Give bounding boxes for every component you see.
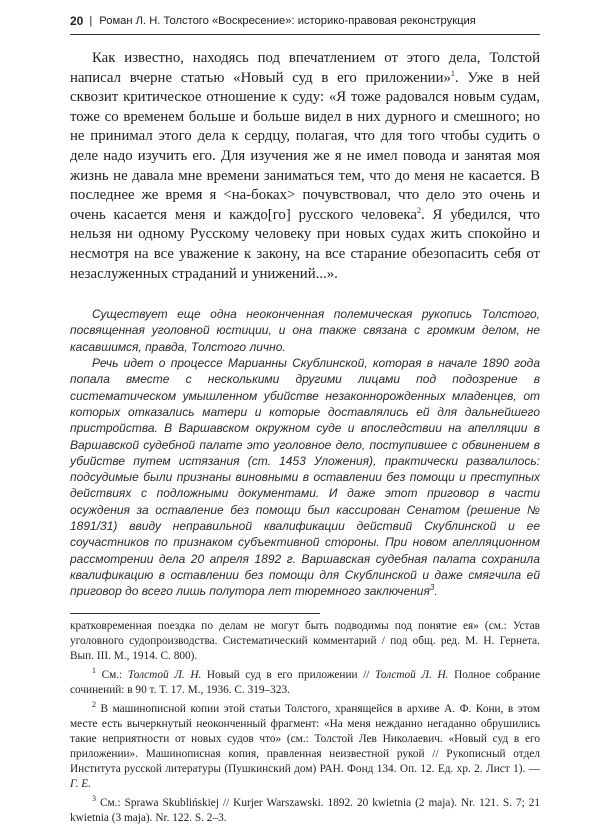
paragraph-text-3: . Я убедился, что нельзя ни одному Русскому человеку при новых судах жить спокойно и несмотря на все уважение к закону, на все старание обезопасить себя от незаслуженных страданий и унижений...». [70, 206, 540, 282]
footnote-ref-2: 2 [416, 205, 421, 215]
footnote-ref-1: 1 [450, 68, 455, 78]
footnote-mark-3: 3 [92, 794, 96, 804]
commentary-inset [70, 306, 540, 599]
footnote-1-tail: Полное собрание сочинений: в 90 т. Т. 17. М., 1936. С. 319–323. [70, 669, 540, 697]
footnote-1-mid: Новый суд в его приложении // [201, 669, 376, 682]
inset-paragraph-2-text: Речь идет о процессе Марианны Скублинской, которая в начале 1890 года попала вместе с несколькими другими лицами под подозрение в систематическом умышленном убийстве незаконнорожденных младенцев, от которых отказались матери и которые доставлялись ей для дальнейшего пристройства. В Варшавском окружном суде и впоследствии на апелляции в Варшавской судебной палате это уголовное дело, поступившее с обвинением в убийстве путем истязания (ст. 1453 Уложения), практически развалилось: подсудимые были признаны виновными в оставлении без помощи и преступных действиях с подложными документами. И даже этот приговор в части осуждения за оставление без помощи был кассирован Сенатом (решение № 1891/31) ввиду неправильной квалификации действий Скублинской и ее соучастников по признаком субъективной стороны. При новом апелляционном рассмотрении дела 20 апреля 1892 г. Варшавская судебная палата сохранила квалификацию в оставлении без помощи для Скублинской и даже смягчила ей приговор до всего лишь полутора лет тюремного заключения [70, 356, 540, 599]
paragraph-text-1: Как известно, находясь под впечатлением от этого дела, Толстой написал вчерне статью «Новый суд в его приложении» [70, 50, 540, 86]
header-separator: | [89, 15, 93, 27]
running-head [70, 14, 540, 35]
footnotes [70, 613, 540, 826]
footnote-1-lead: См.: [96, 669, 128, 682]
book-title: Роман Л. Н. Толстого «Воскресение»: историко-правовая реконструкция [99, 15, 476, 27]
book-page [70, 14, 540, 830]
footnote-3 [70, 796, 540, 826]
footnote-1 [70, 668, 540, 698]
page-number: 20 [70, 14, 84, 28]
footnote-continuation: кратковременная поездка по делам не могут быть подводимы под понятие ея» (см.: Устав уголовного судопроизводства. Систематический комментарий / под общ. ред. М. Н. Гернета. Вып. III. М., 1914. С. 800). [70, 620, 540, 663]
footnote-2-text: В машинописной копии этой статьи Толстого, хранящейся в архиве А. Ф. Кони, в этом месте есть вычеркнутый неоконченный фрагмент: «На меня нежданно негаданно обрушились такие неприятности от новых судов что» (см.: Толстой Лев Николаевич. «Новый суд в его приложении». Машинописная копия, правленная неизвестной рукой // Рукописный отдел Института русской литературы (Пушкинский дом) РАН. Фонд 134. Оп. 12. Ед. хр. 2. Лист 1). — [70, 703, 540, 776]
inset-paragraph-2 [70, 355, 540, 599]
footnote-2-editor: Г. Е. [70, 778, 91, 791]
inset-paragraph-2-end: . [434, 584, 438, 599]
footnote-1-author-2: Толстой Л. Н. [375, 669, 449, 682]
footnote-2 [70, 702, 540, 792]
footnote-1-author: Толстой Л. Н. [127, 669, 202, 682]
inset-paragraph-1: Существует еще одна неоконченная полемическая рукопись Толстого, посвященная уголовной юстиции, и она также связана с громким делом, не касавшимся, правда, Толстого лично. [70, 307, 540, 354]
footnote-mark-2: 2 [92, 700, 96, 710]
main-paragraph [70, 49, 540, 284]
footnote-mark-1: 1 [92, 666, 96, 676]
paragraph-text-2: . Уже в ней сквозит критическое отношение к суду: «Я тоже радовался новым судам, тоже со временем больше и больше видел в них дурного и смешного; но не принимал этого дела к сердцу, полагая, что для того чтобы судить о деле надо изучить его. Для изучения же я не имел повода и занятая моя жизнь не давала мне времени заниматься тем, что до меня не касается. В последнее же время я <на-боках> почувствовал, что дело это очень и очень касается меня и каждо[го] русского человека [70, 69, 540, 223]
footnote-ref-3: 3 [429, 583, 435, 593]
main-text [70, 49, 540, 284]
footnote-3-text: См.: Sprawa Skublińskiej // Kurjer Warszawski. 1892. 20 kwietnia (2 maja). Nr. 121. S. 7; 21 kwietnia (3 maja). Nr. 122. S. 2–3. [70, 797, 540, 825]
